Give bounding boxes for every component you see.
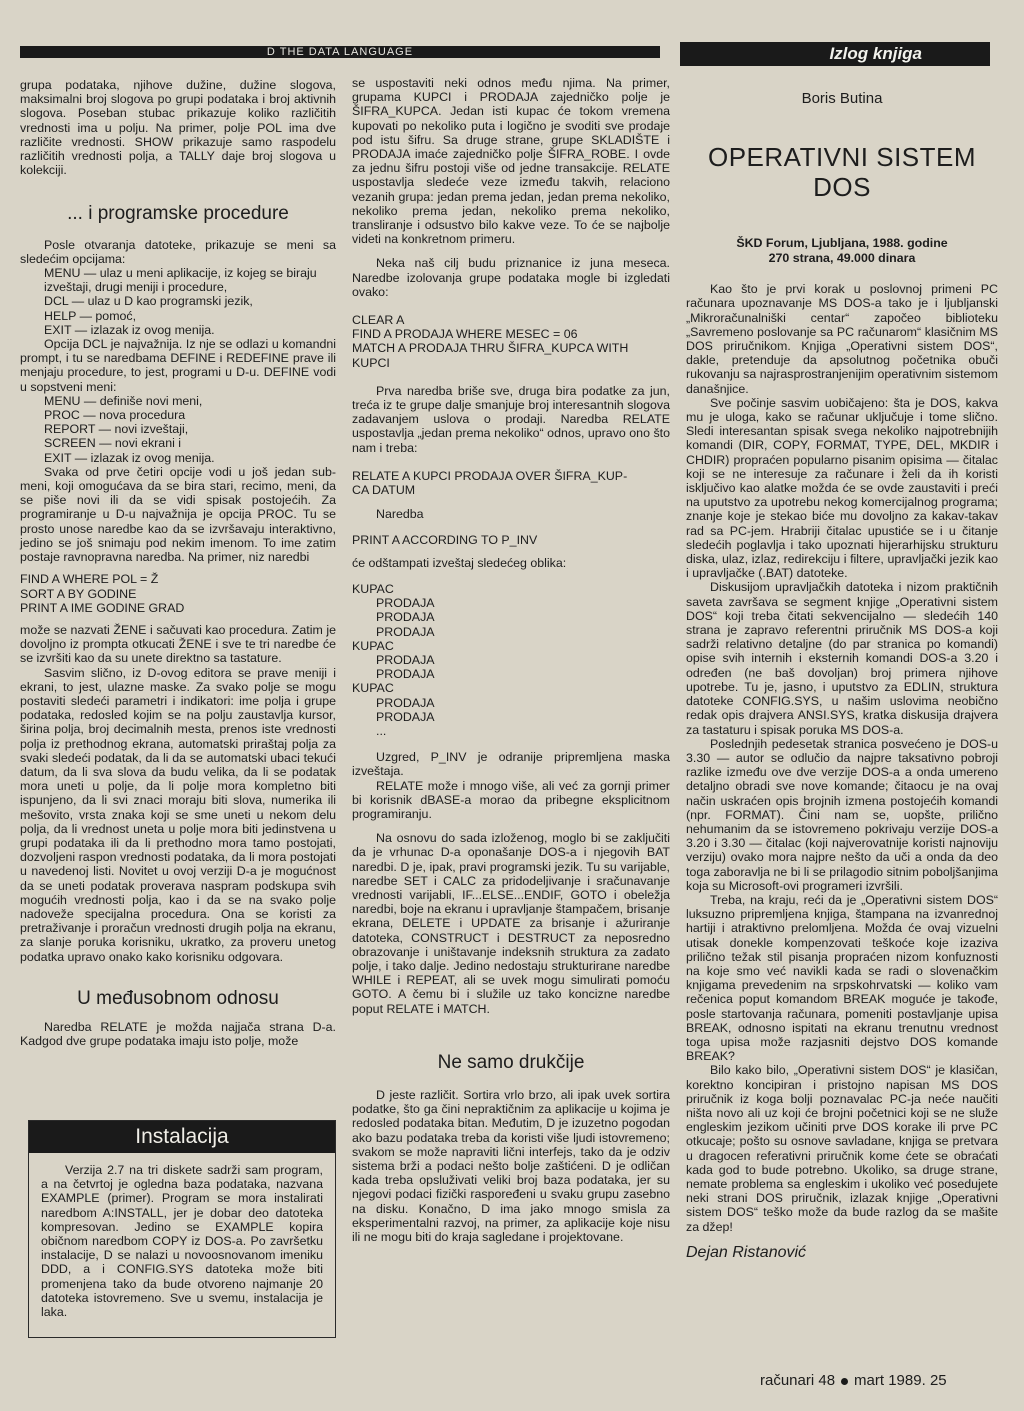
list-item: DCL — ulaz u D kao programski jezik,: [44, 294, 253, 309]
section-label: D THE DATA LANGUAGE: [259, 46, 421, 58]
book-title: OPERATIVNI SISTEM DOS: [707, 142, 977, 203]
report-line: PRODAJA: [376, 610, 435, 625]
paragraph: Kao što je prvi korak u poslovnoj primeni PC računara upoznavanje MS DOS-a tako je i ljubljanski „Mikroračunalniški centar“ započeo biblioteku „Savremeno poslovanje sa PC računarom“ klasičnim MS DOS priručnikom. Knjiga „Operativni sistem DOS“, dakle, pretenduje da apsolutnog početnika obuči rukovanju sa najrasprostranjenijim operativnim sistemom današnjice.: [686, 282, 998, 396]
code-block: PRINT A ACCORDING TO P_INV: [352, 533, 538, 548]
menu-list: [20, 266, 336, 337]
article-column-1: [20, 78, 336, 1048]
magazine-issue: računari 48: [760, 1372, 836, 1389]
review-signature: Dejan Ristanović: [686, 1243, 807, 1261]
book-review-column: [686, 90, 998, 1260]
paragraph: Sasvim slično, iz D-ovog editora se prave meniji i ekrani, to jest, ulazne maske. Za svako polje se mogu postaviti sledeći parametri i indikatori: ime polja i grupe podataka, redosled kojim se na polju zaustavlja kursor, širina polja, broj decimalnih mesta, prenos iste vrednosti polja iz prethodnog ekrana, automatski priraštaj polja za svaki sledeći podatak, da li da se automatski ubaci tekući datum, da li sva slova da budu velika, da li se podatak mora uneti u polje, da li polje mora kompletno biti ispunjeno, da li svi znaci moraju biti slova, numerika ili mešovito, vrsta znaka koji se sme uneti u nekom delu polja, da li vrednost uneta u polje mora biti jedinstvena u grupi podataka ili da li prethodno mora tamo postojati, dozvoljeni raspon vrednosti podataka, da li mora postojati u navedenoj listi. Novitet u ovoj verziji D-a je mogućnost da se uneti podatak proverava naspram podskupa svih mogućih vrednosti polja, kao i da se na svako polje nadoveže specijalna procedura. Ona se koristi za pretraživanje i proračun vrednosti drugih polja na ekranu, za slanje poruka korisniku, ukratko, za proveru unetog podatka upravo onako kako korisniku odgovara.: [20, 665, 336, 964]
report-line: PRODAJA: [376, 695, 435, 710]
section-header-bar: [20, 46, 660, 58]
list-item: HELP — pomoć,: [44, 308, 137, 323]
paragraph: grupa podataka, njihove dužine, dužine slogova, maksimalni broj slogova po grupi podataka i broj aktivnih slogova. Poseban stubac prikazuje koliko različitih vrednosti ima u polju. Na primer, polje POL ima dve različite vrednosti. SHOW prikazuje samo raspodelu različitih vrednosti polja, a TALLY daje broj slogova u kolekciji.: [20, 78, 336, 178]
paragraph: Treba, na kraju, reći da je „Operativni sistem DOS“ luksuzno pripremljena knjiga, štampana na izvanrednoj hartiji i atraktivno prelomljena. Možda će ovaj vizuelni utisak donekle kompenzovati teškoće koje izaziva prilično težak stil pisanja propraćen nizom konfuznosti na koje smo već navikli kada se radi o slovenačkim knjigama prevedenim na srpskohrvatski — koliko vam rečenica poput komandom BREAK moguće je takođe, posle startovanja računara, pomeniti postavljanje upisa BREAK, odnosno ispitati na ekranu trenutnu vrednost toga upisa može razjasniti dejstvo DOS komande BREAK?: [686, 892, 998, 1064]
paragraph: Prva naredba briše sve, druga bira podatke za jun, treća iz te grupe dalje smanjuje broj interesantnih slogova zadavanjem uslova o prodaji. Naredba RELATE uspostavlja „jedan prema nekoliko“ odnos, upravo ono što nam i treba:: [352, 383, 670, 455]
installation-title: Instalacija: [29, 1121, 335, 1153]
report-line: PRODAJA: [376, 652, 435, 667]
subheading-programske-procedure: ... i programske procedure: [67, 203, 289, 225]
subheading-medjusobni-odnos: U međusobnom odnosu: [77, 987, 279, 1009]
list-item: EXIT — izlazak iz ovog menija.: [44, 322, 215, 337]
paragraph: RELATE može i mnogo više, ali već za gornji primer bi korisnik dBASE-a morao da pribegne eksplicitnom programiranju.: [352, 778, 670, 821]
installation-box: [28, 1120, 336, 1338]
paragraph: Naredba RELATE je možda najjača strana D-a. Kadgod dve grupe podataka imaju isto polje, može: [20, 1019, 336, 1049]
code-block: FIND A WHERE POL = Ž SORT A BY GODINE PRINT A IME GODINE GRAD: [20, 572, 185, 615]
paragraph: Posle otvaranja datoteke, prikazuje se meni sa sledećim opcijama:: [20, 237, 336, 266]
define-menu-list: [20, 394, 336, 465]
report-line: KUPAC: [352, 638, 394, 653]
paragraph: Na osnovu do sada izloženog, moglo bi se zaključiti da je vrhunac D-a oponašanje DOS-a i njegovih BAT naredbi. D je, ipak, pravi programski jezik. Tu su varijable, naredbe SET i CALC za pridodeljivanje i sračunavanje vrednosti varijabli, IF...ELSE...ENDIF, GOTO i obeležja naredbi, boje na ekranu i upravljanje štampačem, brisanje ekrana, DELETE i UPDATE za brisanje i ažuriranje datoteka, CONSTRUCT i DESTRUCT za neposredno obrazovanje i uništavanje indeksnih struktura za zadato polje, i tako dalje. Jedino nedostaju strukturirane naredbe WHILE i REPEAT, ali se uvek mogu simulirati pomoću GOTO. A čemu bi i služile uz tako koncizne naredbe poput RELATE i MATCH.: [352, 831, 670, 1016]
report-line: ...: [376, 723, 387, 738]
article-column-2: [352, 76, 670, 1244]
pages-price: 270 strana, 49.000 dinara: [768, 251, 916, 266]
list-item: SCREEN — novi ekrani i: [44, 436, 182, 451]
code-block: CLEAR A FIND A PRODAJA WHERE MESEC = 06 MATCH A PRODAJA THRU ŠIFRA_KUPCA WITH KUPCI: [352, 313, 629, 370]
bullet-icon: [841, 1378, 848, 1385]
report-line: PRODAJA: [376, 667, 435, 682]
list-item: MENU — definiše novi meni,: [44, 393, 203, 408]
book-author: Boris Butina: [801, 90, 883, 107]
book-review-header-bar: [680, 42, 990, 66]
installation-text: Verzija 2.7 na tri diskete sadrži sam program, a na četvrtoj je ogledna baza podataka, nazvana EXAMPLE (primer). Program se mora instalirati naredbom A:INSTALL, jer je dobar deo datoteka kompresovan. Jedino se EXAMPLE kopira običnom naredbom COPY iz DOS-a. Po završetku instalacije, D se nalazi u novoosnovanom imeniku DDD, a i CONFIG.SYS datoteka može biti promenjena tako da bude otvoreno najmanje 20 datoteka istovremeno. Sve u svemu, instalacija je laka.: [41, 1163, 323, 1320]
paragraph: Diskusijom upravljačkih datoteka i nizom praktičnih saveta završava se segment knjige „Operativni sistem DOS“ koji treba čitati sekvencijalno — sledećih 140 strana je zapravo referentni priručnik MS DOS-a koji sadrži relativno detaljne (do par stranica po komandi) opise svih internih i eksternih komandi DOS-a 3.20 i određen (ne baš dovoljan) broj primera njihove upotrebe. Tu je, jasno, i uputstvo za EDLIN, struktura datoteke CONFIG.SYS, u našim uslovima neobično redak opis drajvera ANSI.SYS, kratka diskusija drajvera za tastaturu i spisak poruka MS DOS-a.: [686, 580, 998, 737]
paragraph: Sve počinje sasvim uobičajeno: šta je DOS, kakva mu je uloga, kako se računar uključuje i tome slično. Sledi interesantan spisak svega nekoliko najpotrebnijih komandi (DIR, COPY, FORMAT, TYPE, DEL, MKDIR i CHDIR) propraćen popularno pisanim opisima — čitalac koji se ne interesuje za računare i želi da ih koristi isključivo kao alatke možda će se ovde zaustaviti i preći na uputstvo za upotrebu nekog komercijalnog programa; znanje koje je stekao biće mu dovoljno za kakav-takav rad sa PC-jem. Hrabriji čitalac upustiće se i u čitanje sledećih poglavlja i tako upoznati hijerarhijsku strukturu diska, ulaz, izlaz, redirekciju i filtere, upravljački jezik kao i upravljačke (.BAT) datoteke.: [686, 395, 998, 581]
paragraph: Uzgred, P_INV je odranije pripremljena maska izveštaja.: [352, 750, 670, 779]
paragraph: će odštampati izveštaj sledećeg oblika:: [352, 555, 567, 570]
paragraph: Opcija DCL je najvažnija. Iz nje se odlazi u komandni prompt, i tu se naredbama DEFINE i REDEFINE prave ili menjaju procedure, to jest, programi u D-u. DEFINE vodi u sopstveni meni:: [20, 337, 336, 394]
paragraph: D jeste različit. Sortira vrlo brzo, ali ipak uvek sortira podatke, što ga čini nepraktičnim za aplikacije u kojima je redosled podataka bitan. Međutim, D je izuzetno pogodan ako bazu podataka treba da koristi više ljudi istovremeno; svakom se može napraviti lični interfejs, tako da je odziv sistema brži a podaci nešto bolje zaštićeni. D je odličan kada treba opsluživati veliki broj baza podataka, jer su njegovi podaci fizički raspoređeni u svaku grupu zasebno na disku. Konačno, D ima jako mnogo smisla za eksperimentalni razvoj, na primer, za aplikacije koje nisu ili ne mogu biti do kraja sagledane i projektovane.: [352, 1087, 670, 1245]
report-line: PRODAJA: [376, 709, 435, 724]
page-number: 25: [929, 1372, 947, 1389]
subheading-ne-samo-drukcije: Ne samo drukčije: [437, 1051, 585, 1073]
code-block: RELATE A KUPCI PRODAJA OVER ŠIFRA_KUP- CA DATUM: [352, 468, 628, 498]
list-item: REPORT — novi izveštaji,: [44, 422, 189, 437]
paragraph: Poslednjih pedesetak stranica posvećeno je DOS-u 3.30 — autor se odlučio da najpre taksativno pobroji razlike između ove dve verzije DOS-a a onda umereno detaljno obradi sve nove komande; čitaocu je na ovaj način uskraćen opis brojnih izmena postojećih komandi (npr. FORMAT). Čini nam se, uopšte, prilično nehumanim da se istovremeno pokrivaju verzije DOS-a 3.20 i 3.30 — čitalac (koji najverovatnije koristi najnoviju verziju) ovako mora najpre nešto da uči a onda da deo toga zaboravlja ne bi li se prilagodio sitnim poboljšanjima koja su Microsoft-ovi programeri izvršili.: [686, 736, 999, 893]
report-line: PRODAJA: [376, 624, 435, 639]
publisher: ŠKD Forum, Ljubljana, 1988. godine: [736, 236, 948, 251]
report-layout: [352, 582, 670, 738]
report-line: PRODAJA: [376, 596, 435, 611]
report-line: KUPAC: [352, 681, 394, 696]
text-label: Naredba: [376, 507, 424, 522]
paragraph: može se nazvati ŽENE i sačuvati kao procedura. Zatim je dovoljno iz prompta otkucati ŽENE i sve te tri naredbe će se izvršiti kao da su unete direktno sa tastature.: [20, 622, 336, 666]
paragraph: se uspostaviti neki odnos među njima. Na primer, grupama KUPCI i PRODAJA zajedničko polje je ŠIFRA_KUPCA. Jedan isti kupac će tokom vremena kupovati po nekoliko puta i logično je svoditi sve prodaje pod istu šifru. Sa druge strane, grupe SKLADIŠTE i PRODAJA imaće zajedničko polje ŠIFRA_ROBE. I ovde za jednu šifru postoji više od jedne transakcije. RELATE uspostavlja sledeće veze između takvih, relaciono vezanih grupa: jedan prema jedan, jedan prema nekoliko, nekoliko prema jedan, nekoliko prema nekoliko, transliranje i odsustvo bilo kakve veze. To će se najbolje videti na konkretnom primeru.: [352, 76, 670, 247]
publisher-info: [686, 236, 998, 266]
report-line: KUPAC: [352, 581, 394, 596]
paragraph: Svaka od prve četiri opcije vodi u još jedan sub-meni, koji omogućava da se bira stari, recimo, meni, da se piše novi ili da se vidi spisak postojećih. Za programiranje u D-u najvažnija je opcija PROC. Tu se prosto unose naredbe kao da se izvršavaju interaktivno, jedino se još snimaju pod nekim imenom. To ime zatim postaje ravnopravna naredba. Na primer, niz naredbi: [20, 464, 336, 565]
paragraph: Neka naš cilj budu priznanice iz juna meseca. Naredbe izolovanja grupe podataka mogle bi izgledati ovako:: [352, 256, 670, 299]
book-review-label: Izlog knjiga: [821, 42, 930, 66]
list-item: EXIT — izlazak iz ovog menija.: [44, 450, 215, 465]
issue-date: mart 1989.: [854, 1372, 926, 1389]
page-footer: [760, 1372, 947, 1389]
paragraph: Bilo kako bilo, „Operativni sistem DOS“ je klasičan, korektno koncipiran i pristojno napisan MS DOS priručnik iz koga bolji poznavalac PC-ja neće naučiti ništa novo ali uz koji će brojni početnici koji se ne služe engleskim jezikom učiniti prve DOS korake ili prve PC otkucaje; pošto su osnove savladane, knjiga se pretvara u dragocen referativni priručnik kome ćete se obraćati kada god to bude potrebno. Ukoliko, sa druge strane, nemate problema sa engleskim i ukoliko već posedujete neki strani DOS priručnik, izlazak knjige „Operativni sistem DOS“ teško može da bude razlog da se mašite za džep!: [686, 1063, 998, 1234]
list-item: PROC — nova procedura: [44, 408, 186, 423]
list-item: MENU — ulaz u meni aplikacije, iz kojeg se biraju izveštaji, drugi meniji i procedure,: [44, 266, 317, 295]
